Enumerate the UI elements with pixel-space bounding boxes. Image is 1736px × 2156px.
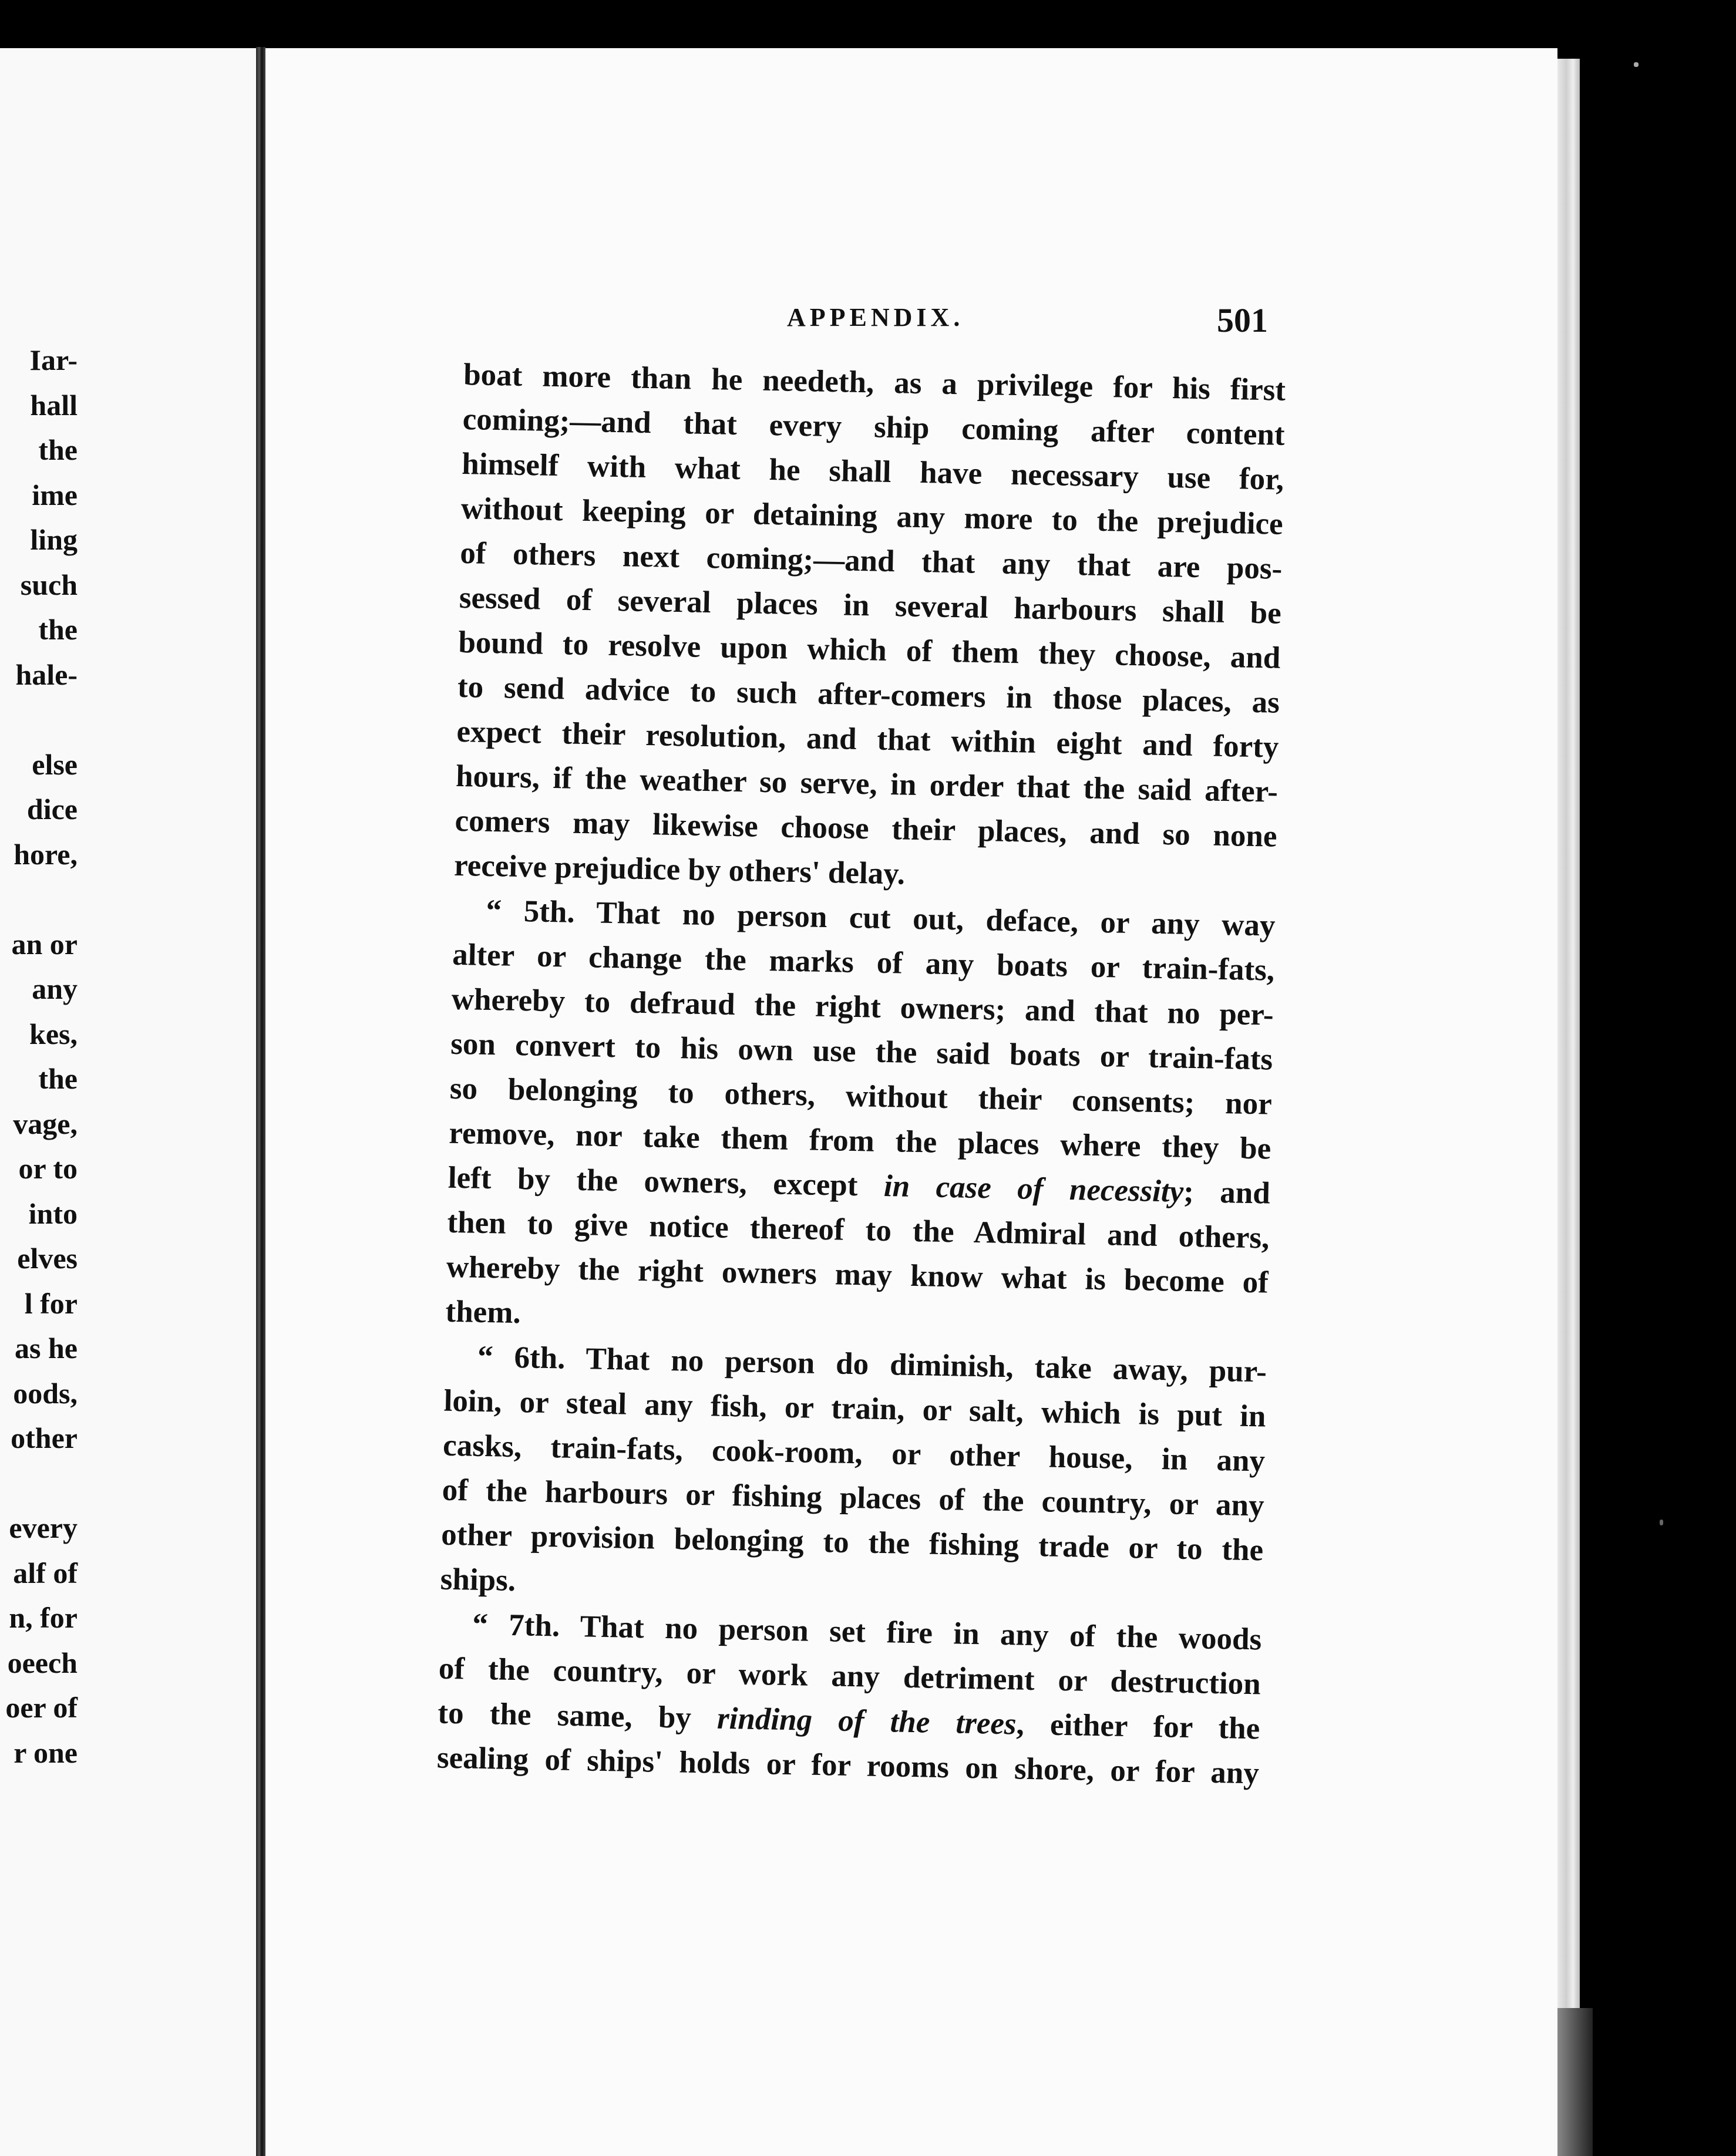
left-page-line: n, for [9, 1601, 78, 1634]
body-line: receive prejudice by others' delay. [453, 848, 906, 891]
body-line: boat more than he needeth, as a privilege for his first [463, 357, 1286, 407]
left-page-line: ling [30, 523, 78, 556]
body-line: then to give notice thereof to the Admiral and others, [446, 1205, 1270, 1255]
left-page-line [0, 877, 78, 922]
left-page-line: hore, [14, 837, 78, 871]
body-line: alter or change the marks of any boats or train-fats, [452, 937, 1275, 988]
left-page-line: dice [26, 793, 78, 826]
body-line: expect their resolution, and that within eight and forty [456, 714, 1279, 764]
body-line: so belonging to others, without their consents; nor [449, 1071, 1273, 1121]
left-page-line: or to [18, 1152, 78, 1185]
left-page-line: the [38, 613, 78, 646]
left-page-line: elves [17, 1242, 78, 1275]
italic-phrase: rinding of the trees [716, 1701, 1017, 1741]
body-line: bound to resolve upon which of them they choose, and [457, 625, 1281, 675]
body-line: without keeping or detaining any more to the prejudice [460, 491, 1284, 541]
body-line: of the country, or work any detriment or destruction [438, 1651, 1261, 1702]
left-page-line: such [20, 568, 78, 601]
left-page-line: else [32, 747, 78, 781]
body-line: “ 6th. That no person do diminish, take away, pur- [477, 1339, 1267, 1389]
body-line: to the same, by rinding of the trees, either for the [437, 1696, 1260, 1746]
italic-phrase: in case of necessity [883, 1168, 1184, 1209]
left-page-line: vage, [13, 1107, 78, 1140]
left-page-line: alf of [13, 1556, 78, 1589]
body-line: to send advice to such after-comers in those places, as [457, 669, 1280, 720]
body-line: ships. [440, 1562, 516, 1598]
body-line: sealing of ships' holds or for rooms on shore, or for any [436, 1740, 1260, 1791]
left-page-line: hale- [15, 658, 78, 691]
left-page-line [0, 697, 78, 742]
body-line: other provision belonging to the fishing trade or to the [440, 1517, 1264, 1568]
body-line: comers may likewise choose their places, and so none [455, 803, 1277, 854]
left-page-line: the [38, 433, 78, 466]
left-page-text-column [0, 338, 78, 1775]
body-line: whereby to defraud the right owners; and that no per- [451, 982, 1274, 1032]
page-number: 501 [1217, 301, 1268, 339]
left-page-line: oods, [13, 1376, 78, 1410]
body-line: himself with what he shall have necessary use for, [461, 446, 1284, 497]
body-line: whereby the right owners may know what is become of [446, 1249, 1269, 1300]
left-page-line: r one [14, 1736, 78, 1769]
body-line: sessed of several places in several harbours shall be [459, 580, 1282, 631]
page-edge-shadow [1557, 2008, 1593, 2156]
left-page-line: ime [32, 478, 78, 511]
left-page-line: hall [30, 388, 78, 422]
book-gutter [256, 47, 265, 2156]
body-line: “ 5th. That no person cut out, deface, or any way [486, 893, 1276, 943]
left-page-line: as he [15, 1332, 78, 1365]
body-text [436, 352, 1286, 1795]
running-head: APPENDIX. [787, 303, 964, 332]
body-line: casks, train-fats, cook-room, or other house, in any [442, 1428, 1266, 1478]
body-line: left by the owners, except in case of necessity; and [448, 1160, 1271, 1211]
left-page-line [0, 1461, 78, 1506]
body-line: them. [445, 1294, 522, 1330]
body-line: of the harbours or fishing places of the country, or any [442, 1473, 1265, 1523]
left-page-line: any [32, 972, 78, 1005]
left-page-line: an or [11, 927, 78, 961]
body-line: loin, or steal any fish, or train, or salt, which is put in [443, 1383, 1267, 1434]
dust-speck [1660, 1520, 1663, 1525]
body-line: coming;—and that every ship coming after content [462, 402, 1286, 452]
left-page-line: into [28, 1197, 78, 1230]
left-page-line: oeech [7, 1646, 78, 1679]
left-page-line: other [11, 1421, 78, 1454]
body-line: “ 7th. That no person set fire in any of the woods [472, 1607, 1262, 1657]
left-page-line: l for [24, 1286, 78, 1320]
left-page-line: Iar- [29, 343, 78, 376]
body-line: remove, nor take them from the places where they be [448, 1116, 1271, 1166]
left-page-line: oer of [5, 1691, 78, 1724]
left-page-line: every [9, 1511, 78, 1544]
body-line: of others next coming;—and that any that are pos- [459, 535, 1283, 586]
page-edge [1557, 59, 1580, 2156]
dust-speck [1634, 62, 1639, 67]
body-line: son convert to his own use the said boats or train-fats [450, 1026, 1273, 1077]
left-page-line: the [38, 1062, 78, 1095]
left-page-line: kes, [29, 1017, 78, 1050]
body-line: hours, if the weather so serve, in order that the said after- [455, 759, 1279, 809]
